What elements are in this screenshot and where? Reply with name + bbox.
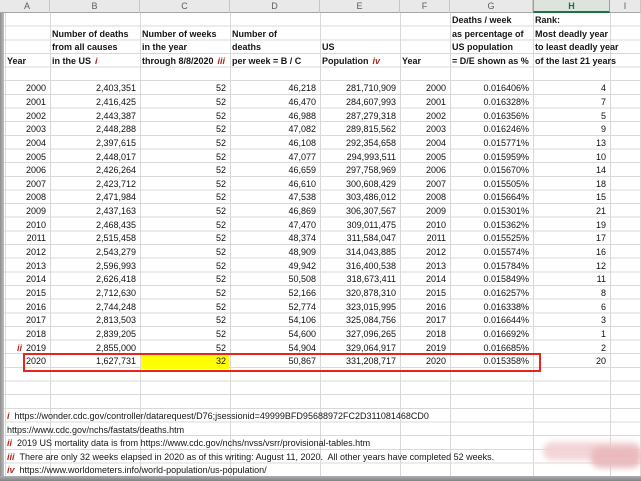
header-cell-E-line3 [322, 55, 380, 69]
cell-F-2002[interactable]: 2002 [425, 110, 446, 121]
header-cell-B-line1 [52, 28, 129, 42]
cell-B-2009[interactable]: 2,437,163 [95, 206, 136, 217]
header-cell-H-line2 [535, 41, 619, 55]
cell-H-2001[interactable]: 7 [600, 96, 606, 107]
cell-B-2016[interactable]: 2,744,248 [95, 301, 136, 312]
cell-E-2003[interactable]: 289,815,562 [345, 124, 396, 135]
header-cell-B-line3 [52, 55, 98, 69]
footnote-marker-icon: i [7, 410, 10, 421]
cell-G-2011[interactable]: 0.015525% [483, 233, 529, 244]
cell-C-2015[interactable]: 52 [215, 288, 226, 298]
cell-D-2014[interactable]: 50,508 [288, 274, 316, 285]
header-text: Deaths / week [452, 15, 512, 25]
cell-C-2002[interactable]: 52 [215, 110, 226, 121]
cell-C-2007[interactable]: 52 [215, 178, 226, 189]
cell-E-2019[interactable]: 329,064,917 [345, 342, 396, 353]
cell-A-2013[interactable]: 2013 [25, 260, 46, 271]
cell-F-2018[interactable]: 2018 [425, 328, 446, 339]
column-header-E[interactable]: E [320, 0, 400, 13]
cell-G-2014[interactable]: 0.015849% [483, 274, 529, 285]
footnote-marker-icon: iii [217, 55, 226, 66]
header-cell-G-line2 [452, 41, 513, 55]
cell-E-2002[interactable]: 287,279,318 [345, 110, 396, 121]
header-text: US [322, 42, 335, 53]
cell-A-2001[interactable]: 2001 [25, 96, 46, 107]
header-cell-G-line3 [452, 55, 529, 69]
cell-C-2011[interactable]: 52 [215, 233, 226, 244]
cell-E-2001[interactable]: 284,607,993 [345, 96, 396, 107]
column-header-G[interactable]: G [450, 0, 533, 13]
header-text: Number of deaths [52, 28, 129, 39]
cell-D-2015[interactable]: 52,166 [288, 288, 316, 298]
cell-A-2002[interactable]: 2002 [25, 110, 46, 121]
header-text: Number of weeks [142, 28, 217, 39]
cell-A-2007[interactable]: 2007 [25, 178, 46, 189]
cell-B-2001[interactable]: 2,416,425 [95, 96, 136, 107]
row-marker-2019: ii [17, 342, 23, 353]
cell-B-2018[interactable]: 2,839,205 [95, 328, 136, 339]
header-cell-H-line1 [535, 28, 608, 42]
header-cell-G-line0 [452, 14, 512, 28]
cell-F-2000[interactable]: 2000 [425, 83, 446, 94]
cell-C-2001[interactable]: 52 [215, 96, 226, 107]
cell-F-2012[interactable]: 2012 [425, 247, 446, 258]
cell-H-2019[interactable]: 2 [600, 342, 606, 353]
cell-C-2016[interactable]: 52 [215, 301, 226, 312]
cell-D-2019[interactable]: 54,904 [288, 342, 316, 353]
cell-E-2016[interactable]: 323,015,995 [345, 301, 396, 312]
cell-D-2002[interactable]: 46,988 [288, 110, 316, 121]
bottom-edge-bar [0, 476, 641, 481]
column-header-F[interactable]: F [400, 0, 450, 13]
header-cell-E-line2 [322, 41, 335, 55]
cell-D-2003[interactable]: 47,082 [288, 124, 316, 135]
header-cell-D-line3 [232, 55, 301, 69]
cell-E-2004[interactable]: 292,354,658 [345, 137, 396, 148]
cell-A-2014[interactable]: 2014 [25, 274, 46, 285]
cell-B-2003[interactable]: 2,448,288 [95, 124, 136, 135]
header-text: US population [452, 42, 513, 53]
header-cell-G-line1 [452, 28, 524, 42]
header-text: as percentage of [452, 28, 524, 39]
cell-A-2008[interactable]: 2008 [25, 192, 46, 203]
cell-C-2009[interactable]: 52 [215, 206, 226, 217]
footnote-text: https://wonder.cdc.gov/controller/datarequest/D76;jsessionid=49999BFD95688972FC2D311081468CD0 [14, 410, 429, 421]
cell-H-2009[interactable]: 21 [595, 206, 606, 217]
cell-F-2013[interactable]: 2013 [425, 260, 446, 271]
cell-H-2018[interactable]: 1 [600, 328, 606, 339]
cell-F-2004[interactable]: 2004 [425, 137, 446, 148]
header-text: Population [322, 55, 369, 66]
footnote-text: https://www.worldometers.info/world-population/us-population/ [19, 465, 267, 476]
cell-G-2005[interactable]: 0.015959% [483, 151, 529, 162]
cell-D-2006[interactable]: 46,659 [288, 165, 316, 176]
cell-D-2017[interactable]: 54,106 [288, 315, 316, 326]
footnote-row[interactable] [7, 451, 494, 465]
cell-F-2006[interactable]: 2006 [425, 165, 446, 176]
cell-B-2015[interactable]: 2,712,630 [95, 288, 136, 298]
cell-D-2008[interactable]: 47,538 [288, 192, 316, 203]
cell-A-2017[interactable]: 2017 [25, 315, 46, 326]
cell-D-2018[interactable]: 54,600 [288, 328, 316, 339]
header-text: per week = B / C [232, 55, 302, 66]
cell-E-2012[interactable]: 314,043,885 [345, 247, 396, 258]
cell-B-2005[interactable]: 2,448,017 [95, 151, 136, 162]
footnote-text: 2019 US mortality data is from https://www.cdc.gov/nchs/nvss/vsrr/provisional-tables.htm [17, 438, 371, 449]
cell-A-2019[interactable]: 2019 [25, 342, 46, 353]
column-header-I[interactable]: I [610, 0, 641, 13]
cell-C-2018[interactable]: 52 [215, 328, 226, 339]
cell-C-2010[interactable]: 52 [215, 219, 226, 230]
cell-C-2008[interactable]: 52 [215, 192, 226, 203]
cell-E-2000[interactable]: 281,710,909 [345, 83, 396, 94]
cell-E-2009[interactable]: 306,307,567 [345, 206, 396, 217]
cell-E-2017[interactable]: 325,084,756 [345, 315, 396, 326]
cell-B-2007[interactable]: 2,423,712 [95, 178, 136, 189]
header-text: Most deadly year [535, 28, 609, 39]
header-cell-H-line3 [535, 55, 616, 69]
cell-G-2012[interactable]: 0.015574% [483, 247, 529, 258]
cell-C-2012[interactable]: 52 [215, 247, 226, 258]
cell-A-2012[interactable]: 2012 [25, 247, 46, 258]
cell-C-2006[interactable]: 52 [215, 165, 226, 176]
footnote-marker-icon: iii [7, 451, 15, 462]
cell-E-2018[interactable]: 327,096,265 [345, 328, 396, 339]
cell-E-2020[interactable]: 331,208,717 [345, 356, 396, 367]
cell-C-2014[interactable]: 52 [215, 274, 226, 285]
cell-E-2010[interactable]: 309,011,475 [346, 219, 396, 230]
cell-F-2003[interactable]: 2003 [425, 124, 446, 135]
column-header-bar [0, 0, 641, 13]
cell-H-2012[interactable]: 16 [595, 247, 606, 258]
cell-G-2017[interactable]: 0.016644% [483, 315, 529, 326]
cell-B-2011[interactable]: 2,515,458 [95, 233, 136, 244]
cell-G-2000[interactable]: 0.016406% [483, 83, 529, 94]
cell-H-2016[interactable]: 6 [600, 301, 606, 312]
header-text: = D/E shown as % [452, 55, 529, 66]
cell-D-2010[interactable]: 47,470 [288, 219, 316, 230]
cell-A-2010[interactable]: 2010 [25, 219, 46, 230]
cell-E-2013[interactable]: 316,400,538 [345, 260, 396, 271]
cell-B-2014[interactable]: 2,626,418 [95, 274, 136, 285]
cell-G-2010[interactable]: 0.015362% [483, 219, 529, 230]
header-text: in the year [142, 42, 188, 53]
cell-D-2001[interactable]: 46,470 [288, 96, 316, 107]
cell-B-2008[interactable]: 2,471,984 [95, 192, 136, 203]
cell-A-2016[interactable]: 2016 [25, 301, 46, 312]
cell-G-2003[interactable]: 0.016246% [483, 124, 529, 135]
cell-C-2017[interactable]: 52 [215, 315, 226, 326]
cell-A-2018[interactable]: 2018 [25, 328, 46, 339]
cell-H-2004[interactable]: 13 [595, 137, 606, 148]
header-cell-C-line2 [142, 41, 187, 55]
cell-B-2017[interactable]: 2,813,503 [95, 315, 136, 326]
header-text: to least deadly year [535, 42, 619, 53]
footnote-text: There are only 32 weeks elapsed in 2020 as of this writing: August 11, 2020. All other years have completed 52 weeks. [19, 451, 495, 462]
cell-F-2017[interactable]: 2017 [425, 315, 446, 326]
cell-E-2015[interactable]: 320,878,310 [345, 288, 396, 298]
cell-B-2006[interactable]: 2,426,264 [95, 165, 136, 176]
header-text: of the last 21 years [535, 55, 617, 66]
cell-A-2011[interactable]: 2011 [26, 233, 46, 244]
cell-F-2016[interactable]: 2016 [425, 301, 446, 312]
cell-D-2016[interactable]: 52,774 [288, 301, 316, 312]
cell-H-2006[interactable]: 14 [595, 165, 606, 176]
sheet-left-edge [0, 13, 4, 476]
cell-C-2003[interactable]: 52 [215, 124, 226, 135]
cell-A-2003[interactable]: 2003 [25, 124, 46, 135]
cell-G-2009[interactable]: 0.015301% [483, 206, 529, 217]
cell-H-2020[interactable]: 20 [595, 356, 606, 367]
cell-D-2007[interactable]: 46,610 [288, 178, 316, 189]
header-text: in the US [52, 55, 92, 66]
header-cell-H-line0 [535, 14, 560, 28]
cell-G-2020[interactable]: 0.015358% [483, 356, 529, 367]
header-cell-F-line3 [402, 55, 421, 69]
footnote-row[interactable] [7, 424, 184, 438]
cell-F-2008[interactable]: 2008 [425, 192, 446, 203]
cell-E-2014[interactable]: 318,673,411 [346, 274, 396, 285]
cell-H-2017[interactable]: 3 [600, 315, 606, 326]
cell-B-2000[interactable]: 2,403,351 [95, 83, 136, 94]
column-header-B[interactable]: B [50, 0, 140, 13]
cell-H-2000[interactable]: 4 [600, 83, 606, 94]
cell-H-2007[interactable]: 18 [595, 178, 606, 189]
cell-B-2013[interactable]: 2,596,993 [95, 260, 136, 271]
header-cell-C-line3 [142, 55, 225, 69]
yellow-highlight-cell[interactable]: 32 [141, 355, 229, 369]
cell-F-2019[interactable]: 2019 [425, 342, 446, 353]
cell-F-2001[interactable]: 2001 [425, 96, 446, 107]
header-cell-B-line2 [52, 41, 118, 55]
cell-C-2004[interactable]: 52 [215, 137, 226, 148]
footnote-marker-icon: iv [372, 55, 381, 66]
cell-G-2016[interactable]: 0.016338% [483, 301, 529, 312]
cell-F-2009[interactable]: 2009 [425, 206, 446, 217]
header-cell-C-line1 [142, 28, 217, 42]
header-text: Year [7, 55, 27, 66]
footnote-row[interactable] [7, 410, 429, 424]
header-text: Rank: [535, 15, 561, 25]
cell-G-2001[interactable]: 0.016328% [483, 96, 529, 107]
cell-D-2005[interactable]: 47,077 [288, 151, 316, 162]
cell-D-2009[interactable]: 46,869 [288, 206, 316, 217]
cell-H-2002[interactable]: 5 [600, 110, 606, 121]
cell-A-2005[interactable]: 2005 [25, 151, 46, 162]
footnote-row[interactable] [7, 437, 370, 451]
cell-E-2005[interactable]: 294,993,511 [346, 151, 396, 162]
cell-A-2006[interactable]: 2006 [25, 165, 46, 176]
header-text: from all causes [52, 42, 118, 53]
cell-G-2004[interactable]: 0.015771% [483, 137, 529, 148]
cell-A-2015[interactable]: 2015 [25, 288, 46, 298]
column-header-D[interactable]: D [230, 0, 320, 13]
cell-E-2011[interactable]: 311,584,047 [346, 233, 396, 244]
cell-F-2015[interactable]: 2015 [425, 288, 446, 298]
cell-E-2008[interactable]: 303,486,012 [345, 192, 396, 203]
pink-watermark-blur [591, 447, 641, 468]
cell-F-2014[interactable]: 2014 [425, 274, 446, 285]
cell-G-2018[interactable]: 0.016692% [483, 328, 529, 339]
cell-B-2020[interactable]: 1,627,731 [95, 356, 136, 367]
cell-H-2013[interactable]: 12 [595, 260, 606, 271]
cell-D-2013[interactable]: 49,942 [288, 260, 316, 271]
cell-H-2010[interactable]: 19 [595, 219, 606, 230]
cell-C-2013[interactable]: 52 [215, 260, 226, 271]
footnote-marker-icon: ii [7, 438, 13, 449]
cell-B-2004[interactable]: 2,397,615 [95, 137, 136, 148]
cell-B-2019[interactable]: 2,855,000 [95, 342, 136, 353]
cell-G-2008[interactable]: 0.015664% [483, 192, 529, 203]
header-text: Number of [232, 28, 277, 39]
column-header-A[interactable]: A [5, 0, 50, 13]
cell-D-2000[interactable]: 46,218 [288, 83, 316, 94]
cell-A-2000[interactable]: 2000 [25, 83, 46, 94]
cell-D-2011[interactable]: 48,374 [288, 233, 316, 244]
cell-F-2020[interactable]: 2020 [425, 356, 446, 367]
header-cell-D-line1 [232, 28, 277, 42]
cell-D-2004[interactable]: 46,108 [288, 137, 316, 148]
header-cell-D-line2 [232, 41, 261, 55]
cell-G-2002[interactable]: 0.016356% [483, 110, 529, 121]
cell-H-2005[interactable]: 10 [595, 151, 606, 162]
cell-B-2012[interactable]: 2,543,279 [95, 247, 136, 258]
sheet-grid [0, 13, 641, 476]
cell-G-2007[interactable]: 0.015505% [483, 178, 529, 189]
column-header-H[interactable]: H [533, 0, 610, 13]
header-text: Year [402, 55, 422, 66]
footnote-marker-icon: i [95, 55, 98, 66]
cell-A-2020[interactable]: 2020 [25, 356, 46, 367]
cell-C-2005[interactable]: 52 [215, 151, 226, 162]
cell-B-2010[interactable]: 2,468,435 [95, 219, 136, 230]
header-cell-A-line3 [7, 55, 26, 69]
header-text: deaths [232, 42, 262, 53]
column-header-C[interactable]: C [140, 0, 230, 13]
cell-D-2020[interactable]: 50,867 [288, 356, 316, 367]
cell-F-2007[interactable]: 2007 [425, 178, 446, 189]
cell-H-2015[interactable]: 8 [600, 288, 606, 298]
cell-C-2019[interactable]: 52 [215, 342, 226, 353]
cell-A-2009[interactable]: 2009 [25, 206, 46, 217]
footnote-text: https://www.cdc.gov/nchs/fastats/deaths.htm [7, 424, 185, 435]
cell-F-2005[interactable]: 2005 [425, 151, 446, 162]
cell-F-2010[interactable]: 2010 [425, 219, 446, 230]
cell-D-2012[interactable]: 48,909 [288, 247, 316, 258]
cell-A-2004[interactable]: 2004 [25, 137, 46, 148]
cell-G-2019[interactable]: 0.016685% [483, 342, 529, 353]
header-text: through 8/8/2020 [142, 55, 214, 66]
cell-G-2013[interactable]: 0.015784% [483, 260, 529, 271]
cell-C-2000[interactable]: 52 [215, 83, 226, 94]
cell-B-2002[interactable]: 2,443,387 [95, 110, 136, 121]
cell-F-2011[interactable]: 2011 [426, 233, 446, 244]
gridline [610, 13, 611, 476]
cell-E-2006[interactable]: 297,758,969 [345, 165, 396, 176]
cell-E-2007[interactable]: 300,608,429 [345, 178, 396, 189]
cell-G-2015[interactable]: 0.016257% [483, 288, 529, 298]
footnote-marker-icon: iv [7, 465, 15, 476]
cell-H-2011[interactable]: 17 [595, 233, 606, 244]
cell-H-2014[interactable]: 11 [596, 274, 606, 285]
cell-G-2006[interactable]: 0.015670% [483, 165, 529, 176]
cell-H-2003[interactable]: 9 [600, 124, 606, 135]
cell-H-2008[interactable]: 15 [595, 192, 606, 203]
